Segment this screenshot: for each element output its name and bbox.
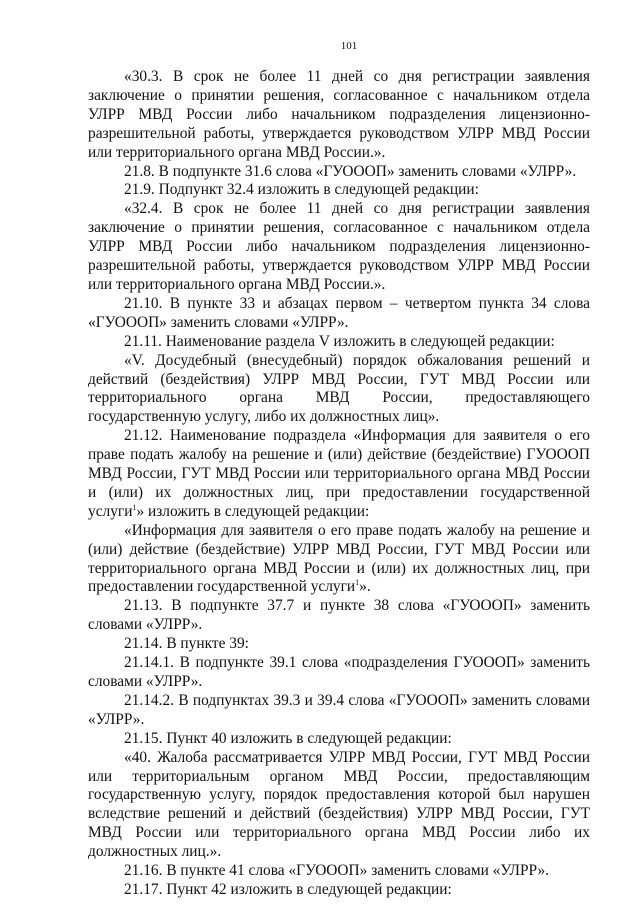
paragraph-21-14-1: 21.14.1. В подпункте 39.1 слова «подразделения ГУОООП» заменить словами «УЛРР». (88, 654, 590, 690)
page-number: 101 (340, 40, 358, 52)
paragraph-32-4: «32.4. В срок не более 11 дней со дня регистрации заявления заключение о принятии решения, согласованное с начальником отдела УЛРР МВД России либо начальником подразделения лицензионно-разрешительной работы, утверждается руководством УЛРР МВД России или территориального органа МВД России.». (88, 200, 590, 293)
paragraph-21-8: 21.8. В подпункте 31.6 слова «ГУОООП» заменить словами «УЛРР». (124, 162, 577, 180)
paragraph-info-heading: «Информация для заявителя о его праве подать жалобу на решение и (или) действие (бездействие) УЛРР МВД России, ГУТ МВД России или территориального органа МВД России и (или) их должностных лиц, при предоставлении государственной услуги$^1$». (88, 521, 590, 596)
paragraph-21-15: 21.15. Пункт 40 изложить в следующей редакции: (124, 729, 452, 747)
paragraph-21-14: 21.14. В пункте 39: (124, 635, 249, 653)
paragraph-21-16: 21.16. В пункте 41 слова «ГУОООП» заменить словами «УЛРР». (124, 862, 550, 880)
paragraph-21-10: 21.10. В пункте 33 и абзацах первом – четвертом пункта 34 слова «ГУОООП» заменить словами «УЛРР». (88, 294, 590, 331)
paragraph-40: «40. Жалоба рассматривается УЛРР МВД России, ГУТ МВД России или территориальным органом МВД России, предоставляющим государственную услугу, порядок предоставления которой был нарушен вследствие решений и действий (бездействия) УЛРР МВД России, ГУТ МВД России или территориального органа МВД России либо их должностных лиц.». (88, 748, 590, 861)
paragraph-21-11: 21.11. Наименование раздела V изложить в следующей редакции: (124, 332, 555, 350)
paragraph-21-13: 21.13. В подпункте 37.7 и пункте 38 слова «ГУОООП» заменить словами «УЛРР». (88, 597, 590, 634)
paragraph-section-v: «V. Досудебный (внесудебный) порядок обжалования решений и действий (бездействия) УЛРР МВД России, ГУТ МВД России или территориального органа МВД России, предоставляющего государственную услугу, либо их должностных лиц». (88, 351, 590, 426)
paragraph-21-12: 21.12. Наименование подраздела «Информация для заявителя о его праве подать жалобу на решение и (или) действие (бездействие) ГУОООП МВД России, ГУТ МВД России или территориального органа МВД России и (или) их должностных лиц, при предоставлении государственной услуги$^1$» изложить в следующей редакции: (88, 427, 590, 520)
footnote-mark: 1 (355, 578, 360, 588)
footnote-mark: 1 (132, 502, 137, 512)
document-body (88, 68, 590, 900)
paragraph-21-17: 21.17. Пункт 42 изложить в следующей редакции: (124, 880, 452, 898)
paragraph-21-14-2: 21.14.2. В подпунктах 39.3 и 39.4 слова «ГУОООП» заменить словами «УЛРР». (88, 691, 590, 728)
paragraph-30-3: «30.3. В срок не более 11 дней со дня регистрации заявления заключение о принятии решения, согласованное с начальником отдела УЛРР МВД России либо начальником подразделения лицензионно-разрешительной работы, утверждается руководством УЛРР МВД России или территориального органа МВД России.». (88, 68, 590, 161)
paragraph-21-9: 21.9. Подпункт 32.4 изложить в следующей редакции: (124, 181, 479, 199)
